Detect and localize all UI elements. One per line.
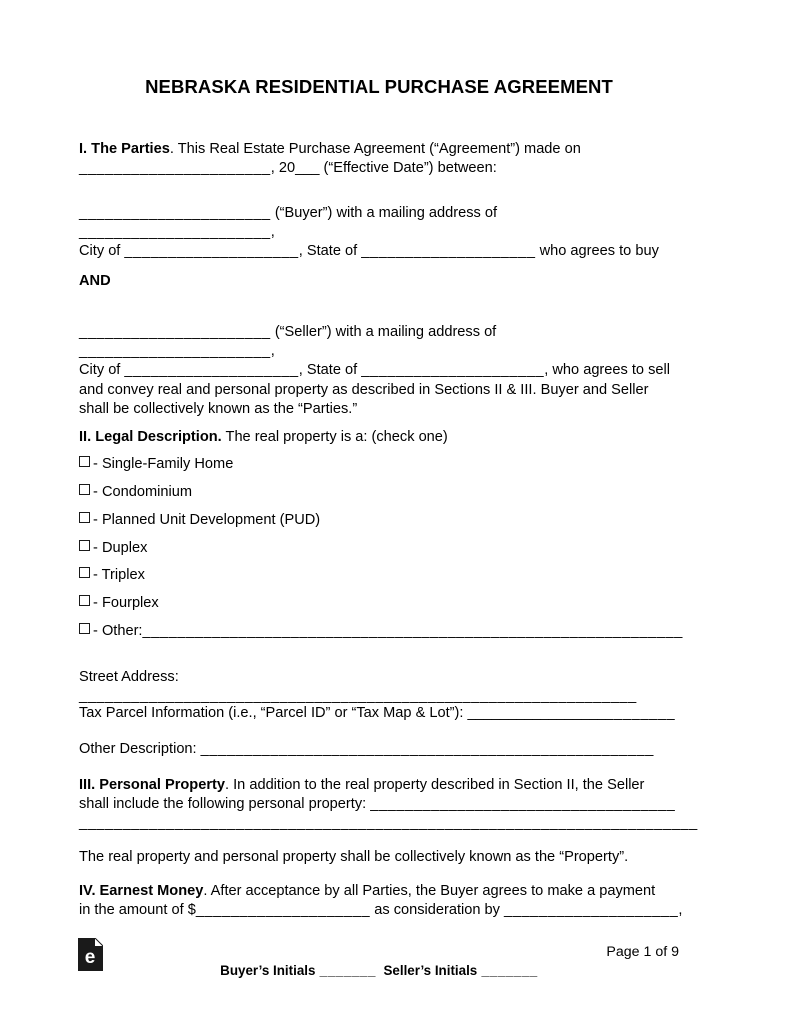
seller-initials-label: Seller’s Initials [383, 963, 478, 978]
buyer-address-blank[interactable]: ______________________ [79, 224, 271, 241]
seller-line-3: and convey real and personal property as described in Sections II & III. Buyer and Seller [79, 381, 649, 398]
section-personal-property [79, 776, 698, 834]
seller-label: (“Seller”) with a mailing address of [270, 324, 497, 340]
option-prefix: - [93, 456, 98, 472]
earnest-money-amount-blank[interactable]: ____________________ [195, 902, 371, 919]
parties-intro-text: . This Real Estate Purchase Agreement (“Agreement”) made on [169, 141, 581, 157]
legal-description-heading-row [79, 428, 679, 447]
option-prefix: - [93, 623, 98, 639]
option-label: Single-Family Home [101, 456, 234, 472]
seller-city-blank[interactable]: ____________________ [124, 362, 299, 379]
personal-property-heading: III. Personal Property [79, 777, 225, 793]
seller-state-blank[interactable]: _____________________ [361, 362, 545, 379]
tax-parcel-blank-solid[interactable]: _________________ [467, 705, 606, 721]
earnest-money-heading: IV. Earnest Money [79, 883, 204, 899]
buyer-name-blank[interactable]: ______________________ [79, 205, 271, 221]
property-definition-text: The real property and personal property shall be collectively known as the “Property”. [79, 849, 629, 865]
property-definition-row [79, 848, 679, 867]
seller-agrees-text: , who agrees to sell [544, 362, 671, 379]
page-number: Page 1 of 9 [606, 944, 679, 960]
buyer-city-blank[interactable]: ____________________ [124, 243, 299, 260]
seller-state-label: , State of [298, 362, 362, 379]
option-planned-unit-development[interactable] [79, 511, 320, 530]
option-label: Triplex [101, 567, 145, 583]
buyer-block [79, 204, 679, 262]
seller-line-4: shall be collectively known as the “Parties.” [79, 400, 358, 417]
option-prefix: - [93, 567, 98, 583]
option-single-family-home[interactable] [79, 455, 233, 474]
effective-date-suffix: , 20___ (“Effective Date”) between: [270, 160, 497, 177]
section-legal-description [79, 428, 679, 447]
buyer-line-2 [79, 242, 679, 261]
checkbox-icon[interactable] [79, 540, 90, 551]
seller-city-label: City of [79, 362, 125, 379]
seller-line-1 [79, 323, 679, 361]
option-prefix: - [93, 484, 98, 500]
option-label: Fourplex [101, 595, 159, 611]
parties-line-1 [79, 140, 679, 159]
buyer-line-1-end: , [270, 224, 275, 241]
buyer-label: (“Buyer”) with a mailing address of [270, 205, 498, 221]
option-prefix: - [93, 540, 98, 556]
personal-property-line-1 [79, 776, 679, 795]
initials-footer [79, 963, 679, 978]
earnest-money-mid-text: as consideration by [370, 902, 505, 919]
personal-property-intro: . In addition to the real property described in Section II, the Seller [225, 777, 645, 793]
checkbox-icon[interactable] [79, 567, 90, 578]
tax-parcel-row [79, 704, 679, 723]
option-label: Duplex [101, 540, 148, 556]
checkbox-icon[interactable] [79, 595, 90, 606]
buyer-initials-label: Buyer’s Initials [220, 963, 316, 978]
personal-property-line-2 [79, 795, 679, 814]
tax-parcel-label: Tax Parcel Information (i.e., “Parcel ID” or “Tax Map & Lot”): [79, 705, 468, 721]
page-title: NEBRASKA RESIDENTIAL PURCHASE AGREEMENT [145, 76, 613, 97]
section-the-parties [79, 140, 679, 178]
effective-date-blank[interactable]: ______________________ [79, 160, 271, 177]
street-address-row [79, 668, 679, 706]
street-address-blank[interactable]: ________________________________________________________________ [79, 688, 637, 705]
buyer-initials-blank[interactable]: _______ [319, 963, 377, 978]
tax-parcel-blank-dashed[interactable]: ________ [605, 705, 676, 721]
option-triplex[interactable] [79, 566, 145, 585]
buyer-city-label: City of [79, 243, 125, 260]
option-condominium[interactable] [79, 483, 192, 502]
checkbox-icon[interactable] [79, 512, 90, 523]
legal-description-intro: The real property is a: (check one) [221, 429, 448, 445]
buyer-state-label: , State of [298, 243, 362, 260]
checkbox-icon[interactable] [79, 456, 90, 467]
other-description-label: Other Description: [79, 741, 201, 757]
seller-name-blank[interactable]: ______________________ [79, 324, 271, 340]
option-other-blank[interactable]: ______________________________________________________________ [142, 623, 683, 639]
buyer-line-1 [79, 204, 679, 242]
legal-description-heading: II. Legal Description. [79, 429, 222, 445]
earnest-money-line-2 [79, 901, 683, 920]
other-description-blank[interactable]: ____________________________________________________ [200, 741, 654, 757]
earnest-money-line-end: , [678, 902, 683, 919]
document-e-logo-icon [78, 938, 103, 971]
parties-line-2 [79, 159, 679, 178]
option-fourplex[interactable] [79, 594, 159, 613]
personal-property-line-3 [79, 814, 698, 833]
option-label: Other: [101, 623, 143, 639]
personal-property-prefix: shall include the following personal property: [79, 796, 371, 813]
option-duplex[interactable] [79, 539, 147, 558]
other-description-row [79, 740, 679, 759]
seller-line-2 [79, 361, 679, 380]
seller-line-1-end: , [270, 343, 275, 360]
parties-heading: I. The Parties [79, 141, 170, 157]
earnest-money-line-1 [79, 882, 679, 901]
option-prefix: - [93, 595, 98, 611]
seller-address-blank[interactable]: ______________________ [79, 343, 271, 360]
svg-text:e: e [84, 947, 96, 968]
option-label: Condominium [101, 484, 192, 500]
seller-initials-blank[interactable]: _______ [481, 963, 538, 978]
section-earnest-money [79, 882, 683, 920]
buyer-state-blank[interactable]: ____________________ [361, 243, 536, 260]
option-other[interactable] [79, 622, 683, 641]
option-prefix: - [93, 512, 98, 528]
personal-property-blank-1[interactable]: ___________________________________ [370, 796, 676, 813]
checkbox-icon[interactable] [79, 623, 90, 634]
personal-property-blank-2[interactable]: _______________________________________________________________________ [79, 815, 698, 832]
earnest-money-intro: . After acceptance by all Parties, the Buyer agrees to make a payment [203, 883, 656, 899]
street-address-label: Street Address: [79, 669, 179, 685]
earnest-money-amount-label: in the amount of $ [79, 902, 196, 919]
option-label: Planned Unit Development (PUD) [101, 512, 321, 528]
buyer-agrees-text: who agrees to buy [535, 243, 659, 260]
earnest-money-consideration-blank[interactable]: ____________________ [504, 902, 679, 919]
and-separator [79, 272, 679, 291]
seller-block [79, 323, 679, 419]
checkbox-icon[interactable] [79, 484, 90, 495]
and-label: AND [79, 273, 111, 289]
